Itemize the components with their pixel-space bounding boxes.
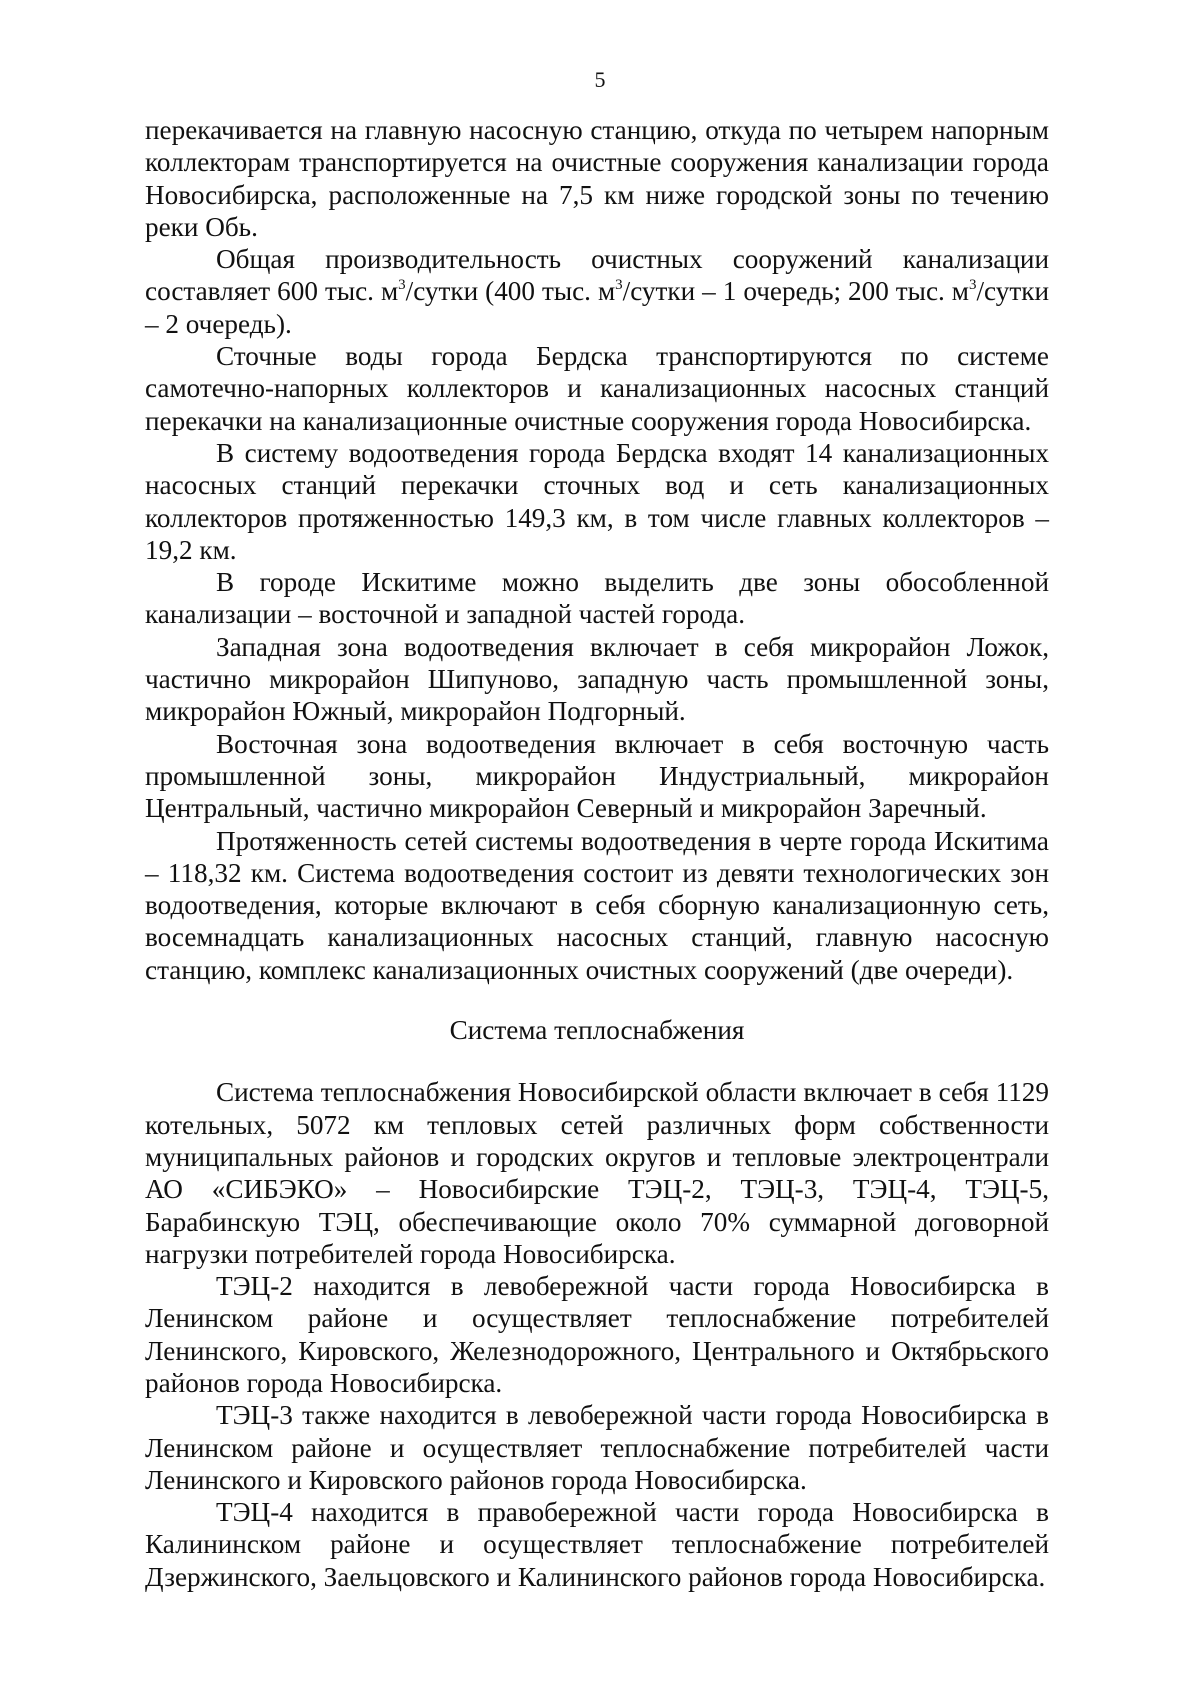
paragraph-western-zone: Западная зона водоотведения включает в себя микрорайон Ложок, частично микрорайон Шипуново, западную часть промышленной зоны, микрорайон Южный, микрорайон Подгорный.	[145, 631, 1049, 727]
paragraph-iskitim-zones: В городе Искитиме можно выделить две зоны обособленной канализации – восточной и западной частей города.	[145, 567, 1049, 630]
superscript-cubic: 3	[615, 277, 623, 294]
paragraph-tec3: ТЭЦ-3 также находится в левобережной части города Новосибирска в Ленинском районе и осуществляет теплоснабжение потребителей части Ленинского и Кировского районов города Новосибирска.	[145, 1400, 1049, 1495]
superscript-cubic: 3	[969, 277, 977, 294]
text-fragment: /сутки – 2 очередь).	[145, 276, 1049, 339]
page-number: 5	[594, 67, 606, 92]
text-fragment: /сутки (400 тыс. м	[405, 276, 616, 307]
section-title-heating: Система теплоснабжения	[449, 1015, 745, 1046]
paragraph-berdsk-network: В систему водоотведения города Бердска входят 14 канализационных насосных станций перекачки сточных вод и сеть канализационных коллекторов протяженностью 149,3 км, в том числе главных коллекторов – 19,2 км.	[145, 437, 1049, 565]
paragraph-berdsk-sewage: Сточные воды города Бердска транспортируются по системе самотечно-напорных коллекторов и канализационных насосных станций перекачки на канализационные очистные сооружения города Новосибирска.	[145, 341, 1049, 436]
paragraph-iskitim-network: Протяженность сетей системы водоотведения в черте города Искитима – 118,32 км. Система водоотведения состоит из девяти технологических зон водоотведения, которые включают в себя сборную канализационную сеть, восемнадцать канализационных насосных станций, главную насосную станцию, комплекс канализационных очистных сооружений (две очереди).	[145, 825, 1049, 985]
text-fragment: /сутки – 1 очередь; 200 тыс. м	[622, 276, 969, 307]
text-fragment: Общая производительность очистных сооружений канализации составляет 600 тыс. м	[145, 244, 1049, 307]
paragraph-treatment-capacity	[145, 243, 1049, 340]
superscript-cubic: 3	[398, 277, 406, 294]
paragraph-sewage-transport: перекачивается на главную насосную станцию, откуда по четырем напорным коллекторам транспортируется на очистные сооружения канализации города Новосибирска, расположенные на 7,5 км ниже городской зоны по течению реки Обь.	[145, 115, 1049, 242]
document-body	[145, 114, 1049, 1593]
paragraph-tec2: ТЭЦ-2 находится в левобережной части города Новосибирска в Ленинском районе и осуществляет теплоснабжение потребителей Ленинского, Кировского, Железнодорожного, Центрального и Октябрьского районов города Новосибирска.	[145, 1271, 1049, 1398]
paragraph-heating-overview: Система теплоснабжения Новосибирской области включает в себя 1129 котельных, 5072 км тепловых сетей различных форм собственности муниципальных районов и городских округов и тепловые электроцентрали АО «СИБЭКО» – Новосибирские ТЭЦ-2, ТЭЦ-3, ТЭЦ-4, ТЭЦ-5, Барабинскую ТЭЦ, обеспечивающие около 70% суммарной договорной нагрузки потребителей города Новосибирска.	[145, 1077, 1049, 1269]
paragraph-tec4: ТЭЦ-4 находится в правобережной части города Новосибирска в Калининском районе и осуществляет теплоснабжение потребителей Дзержинского, Заельцовского и Калининского районов города Новосибирска.	[145, 1497, 1049, 1592]
paragraph-eastern-zone: Восточная зона водоотведения включает в себя восточную часть промышленной зоны, микрорайон Индустриальный, микрорайон Центральный, частично микрорайон Северный и микрорайон Заречный.	[145, 728, 1049, 824]
